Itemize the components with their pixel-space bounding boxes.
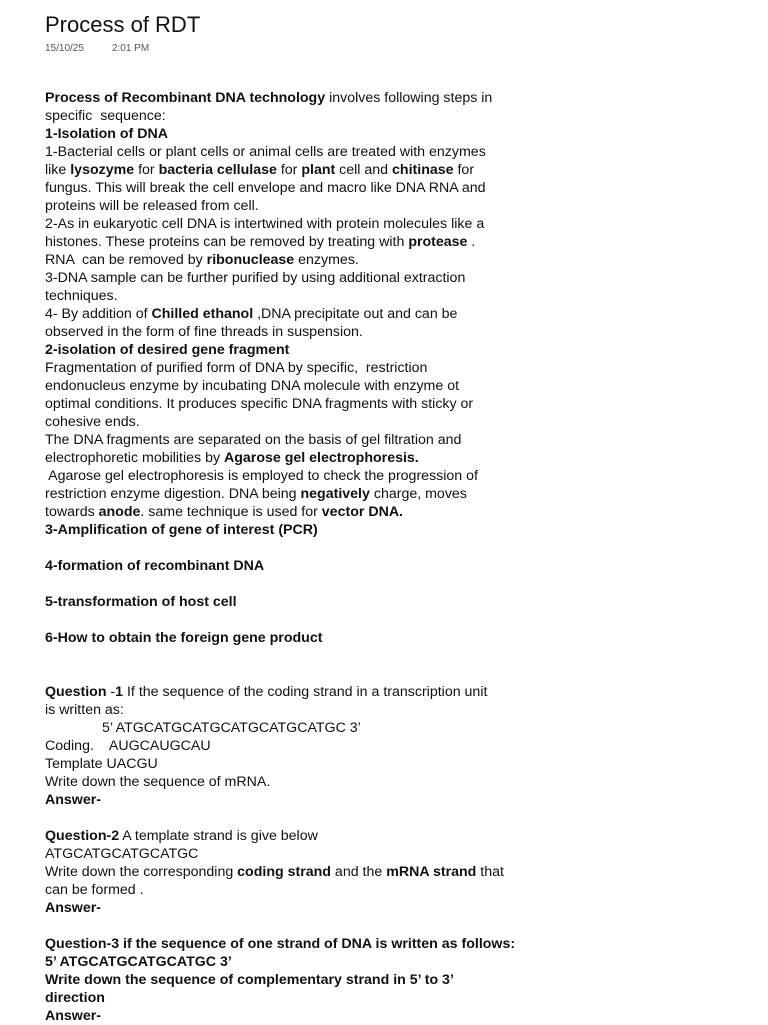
text-line [45,521,565,539]
text-line [45,845,565,863]
text-line [45,359,565,377]
bold-text: lysozyme [70,162,135,178]
text-run: charge, moves [369,486,467,502]
text-run: fungus. This will break the cell envelope and macro like DNA RNA and [45,180,486,196]
blank-line [45,917,565,935]
bold-text: Answer- [45,1008,101,1024]
bold-text: Process of Recombinant DNA technology [45,90,326,106]
text-run: 5’ ATGCATGCATGCATGCATGCATGC 3’ [102,720,361,736]
bold-text: anode [98,504,141,520]
bold-text: Answer- [45,900,101,916]
text-line [45,89,565,107]
text-run: 1-Bacterial cells or plant cells or animal cells are treated with enzymes [45,144,486,160]
bold-text: 1-Isolation of DNA [45,126,168,142]
text-run: for [453,162,475,178]
text-line [45,485,565,503]
text-line [45,557,565,575]
bold-text: 5’ ATGCATGCATGCATGC 3’ [45,954,232,970]
bold-text: vector DNA. [321,504,404,520]
bold-text: coding strand [237,864,331,880]
bold-text: protease [408,234,468,250]
text-run: . same technique is used for [140,504,322,520]
note-title: Process of RDT [45,12,201,37]
text-line [45,1007,565,1025]
blank-line [45,665,565,683]
text-line [45,773,565,791]
text-line [45,413,565,431]
bold-text: Agarose gel electrophoresis. [224,450,419,466]
bold-text: bacteria cellulase [158,162,277,178]
text-line [45,449,565,467]
text-run: Coding. AUGCAUGCAU [45,738,211,754]
text-run: 2-As in eukaryotic cell DNA is intertwined with protein molecules like a [45,216,485,232]
text-run: restriction enzyme digestion. DNA being [45,486,301,502]
text-line [45,251,565,269]
blank-line [45,611,565,629]
text-run: The DNA fragments are separated on the basis of gel filtration and [45,432,462,448]
text-line [45,395,565,413]
text-line [45,269,565,287]
bold-text: Write down the sequence of complementary strand in 5’ to 3’ [45,972,454,988]
bold-text: 3-Amplification of gene of interest (PCR) [45,522,318,538]
text-run: . [467,234,476,250]
text-run: Agarose gel electrophoresis is employed to check the progression of [45,468,478,484]
blank-line [45,575,565,593]
text-run: can be formed . [45,882,144,898]
text-run: 4- By addition of [45,306,152,322]
text-run: proteins will be released from cell. [45,198,259,214]
text-run: Fragmentation of purified form of DNA by specific, restriction [45,360,428,376]
text-run: is written as: [45,702,124,718]
text-line [45,593,565,611]
text-run: for [134,162,159,178]
text-line [45,233,565,251]
text-line [45,755,565,773]
text-line [45,125,565,143]
text-run: 3-DNA sample can be further purified by using additional extraction [45,270,466,286]
text-line [45,503,565,521]
text-line [45,161,565,179]
bold-text: mRNA strand [386,864,477,880]
bold-text: Question-3 if the sequence of one strand of DNA is written as follows: [45,936,516,952]
text-line [45,341,565,359]
note-date: 15/10/25 [45,43,84,54]
text-run: histones. These proteins can be removed by treating with [45,234,409,250]
text-run: that [476,864,504,880]
blank-line [45,809,565,827]
text-run: Template UACGU [45,756,158,772]
text-line [45,107,565,125]
text-run: electrophoretic mobilities by [45,450,224,466]
text-line [45,989,565,1007]
text-run: towards [45,504,99,520]
text-line [45,719,565,737]
text-run: RNA can be removed by [45,252,207,268]
bold-text: direction [45,990,105,1006]
text-line [45,737,565,755]
text-run: like [45,162,71,178]
text-line [45,791,565,809]
text-run: ATGCATGCATGCATGC [45,846,199,862]
text-run: If the sequence of the coding strand in a transcription unit [123,684,488,700]
text-run: and the [330,864,387,880]
text-run: - [106,684,116,700]
text-run: cohesive ends. [45,414,140,430]
text-line [45,377,565,395]
text-run: involves following steps in [325,90,493,106]
text-line [45,899,565,917]
text-line [45,953,565,971]
text-line [45,197,565,215]
text-line [45,863,565,881]
note-body[interactable] [45,89,565,1025]
text-line [45,683,565,701]
text-line [45,143,565,161]
text-line [45,467,565,485]
text-run: techniques. [45,288,118,304]
text-run: optimal conditions. It produces specific DNA fragments with sticky or [45,396,474,412]
bold-text: 1 [115,684,124,700]
text-line [45,323,565,341]
text-line [45,701,565,719]
text-run: specific sequence: [45,108,166,124]
bold-text: negatively [300,486,370,502]
blank-line [45,539,565,557]
note-timestamp [45,43,149,54]
text-line [45,215,565,233]
text-line [45,881,565,899]
bold-text: chitinase [392,162,454,178]
note-time: 2:01 PM [111,43,150,54]
text-line [45,935,565,953]
text-run: observed in the form of fine threads in suspension. [45,324,363,340]
text-line [45,305,565,323]
text-run: for [276,162,302,178]
text-run: ,DNA precipitate out and can be [253,306,458,322]
text-run: cell and [335,162,393,178]
text-line [45,431,565,449]
bold-text: Answer- [45,792,101,808]
text-run: Write down the sequence of mRNA. [45,774,271,790]
text-run: endonucleus enzyme by incubating DNA molecule with enzyme ot [45,378,460,394]
text-line [45,971,565,989]
text-line [45,287,565,305]
bold-text: ribonuclease [206,252,295,268]
blank-line [45,647,565,665]
bold-text: 4-formation of recombinant DNA [45,558,265,574]
text-line [45,827,565,845]
bold-text: 5-transformation of host cell [45,594,237,610]
text-run: Write down the corresponding [45,864,238,880]
bold-text: Question-2 [45,828,120,844]
text-run: enzymes. [294,252,359,268]
bold-text: 6-How to obtain the foreign gene product [45,630,323,646]
bold-text: Chilled ethanol [151,306,254,322]
bold-text: 2-isolation of desired gene fragment [45,342,290,358]
bold-text: Question [45,684,107,700]
text-run: A template strand is give below [119,828,318,844]
text-line [45,629,565,647]
bold-text: plant [301,162,336,178]
text-line [45,179,565,197]
